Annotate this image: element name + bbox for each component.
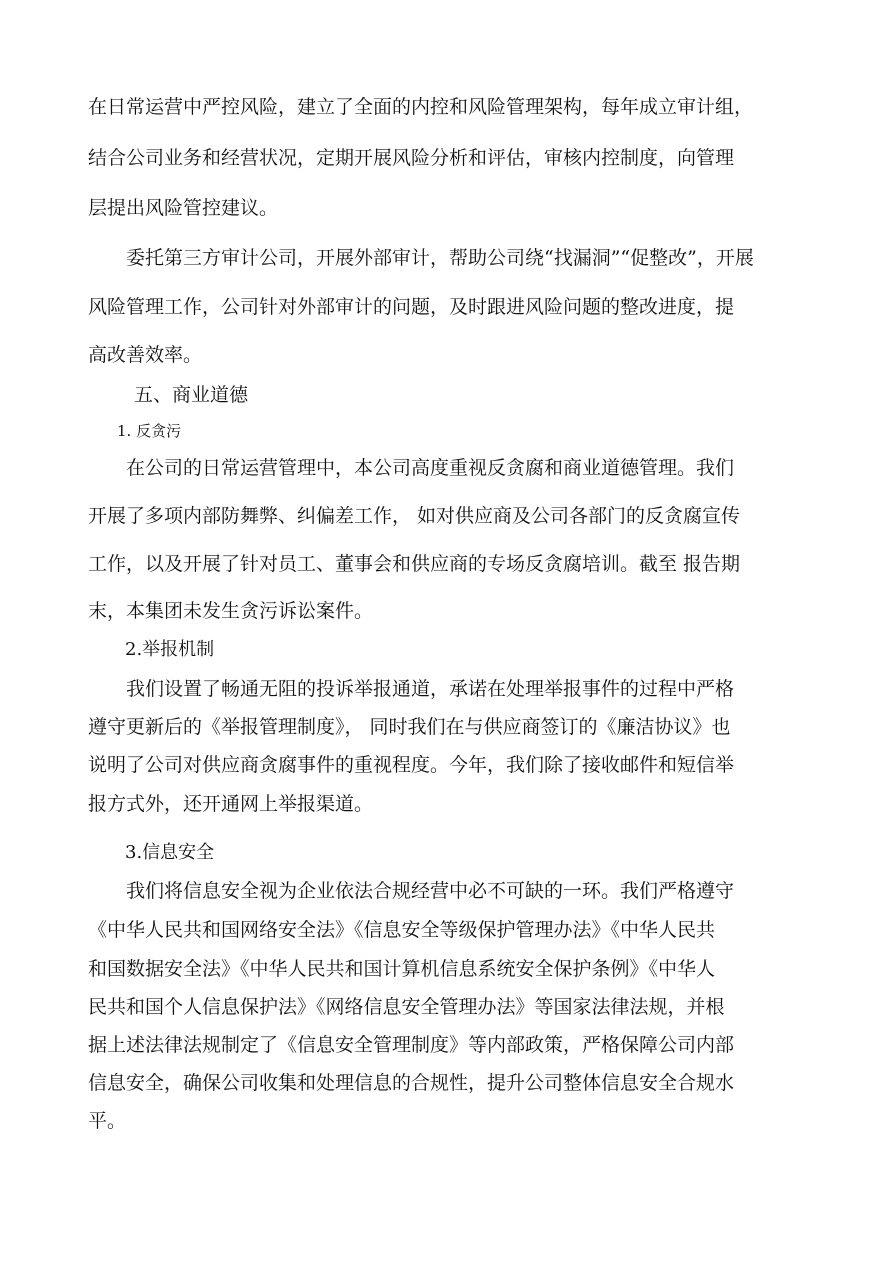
- section-5-heading: 五、商业道德: [134, 384, 249, 406]
- paragraph-1-line-1: 在日常运营中严控风险，建立了全面的内控和风险管理架构，每年成立审计组，: [88, 96, 754, 118]
- paragraph-1-line-3: 层提出风险管控建议。: [88, 197, 279, 219]
- subsection-1-line-3: 工作，以及开展了针对员工、董事会和供应商的专场反贪腐培训。截至 报告期: [88, 553, 741, 575]
- subsection-3-line-2: 《中华人民共和国网络安全法》《信息安全等级保护管理办法》《中华人民共: [88, 919, 716, 941]
- subsection-3-line-3: 和国数据安全法》《中华人民共和国计算机信息系统安全保护条例》《中华人: [88, 958, 716, 980]
- subsection-2-line-4: 报方式外，还开通网上举报渠道。: [88, 793, 374, 815]
- subsection-2-line-2: 遵守更新后的《举报管理制度》， 同时我们在与供应商签订的《廉洁协议》也: [88, 716, 731, 738]
- subsection-1-line-1: 在公司的日常运营管理中，本公司高度重视反贪腐和商业道德管理。我们: [126, 457, 735, 479]
- subsection-3-heading: 3.信息安全: [125, 842, 215, 863]
- subsection-1-line-4: 末，本集团未发生贪污诉讼案件。: [88, 600, 374, 622]
- subsection-2-line-3: 说明了公司对供应商贪腐事件的重视程度。今年，我们除了接收邮件和短信举: [88, 754, 735, 776]
- subsection-3-line-1: 我们将信息安全视为企业依法合规经营中必不可缺的一环。我们严格遵守: [126, 880, 735, 902]
- subsection-2-heading: 2.举报机制: [125, 639, 215, 660]
- subsection-1-heading: 1. 反贪污: [117, 422, 182, 440]
- paragraph-2-line-2: 风险管理工作，公司针对外部审计的问题，及时跟进风险问题的整改进度，提: [88, 296, 735, 318]
- subsection-3-line-5: 据上述法律法规制定了《信息安全管理制度》等内部政策，严格保障公司内部: [88, 1034, 735, 1056]
- subsection-1-line-2: 开展了多项内部防舞弊、纠偏差工作， 如对供应商及公司各部门的反贪腐宣传: [88, 505, 741, 527]
- paragraph-2-line-1: 委托第三方审计公司，开展外部审计，帮助公司绕“找漏洞”“促整改”，开展: [126, 247, 754, 269]
- paragraph-2-line-3: 高改善效率。: [88, 344, 203, 366]
- subsection-3-line-6: 信息安全，确保公司收集和处理信息的合规性，提升公司整体信息安全合规水: [88, 1072, 735, 1094]
- subsection-3-line-7: 平。: [88, 1110, 127, 1132]
- subsection-2-line-1: 我们设置了畅通无阻的投诉举报通道，承诺在处理举报事件的过程中严格: [126, 678, 735, 700]
- subsection-3-line-4: 民共和国个人信息保护法》《网络信息安全管理办法》等国家法律法规，并根: [88, 996, 725, 1018]
- paragraph-1-line-2: 结合公司业务和经营状况，定期开展风险分析和评估，审核内控制度，向管理: [88, 147, 735, 169]
